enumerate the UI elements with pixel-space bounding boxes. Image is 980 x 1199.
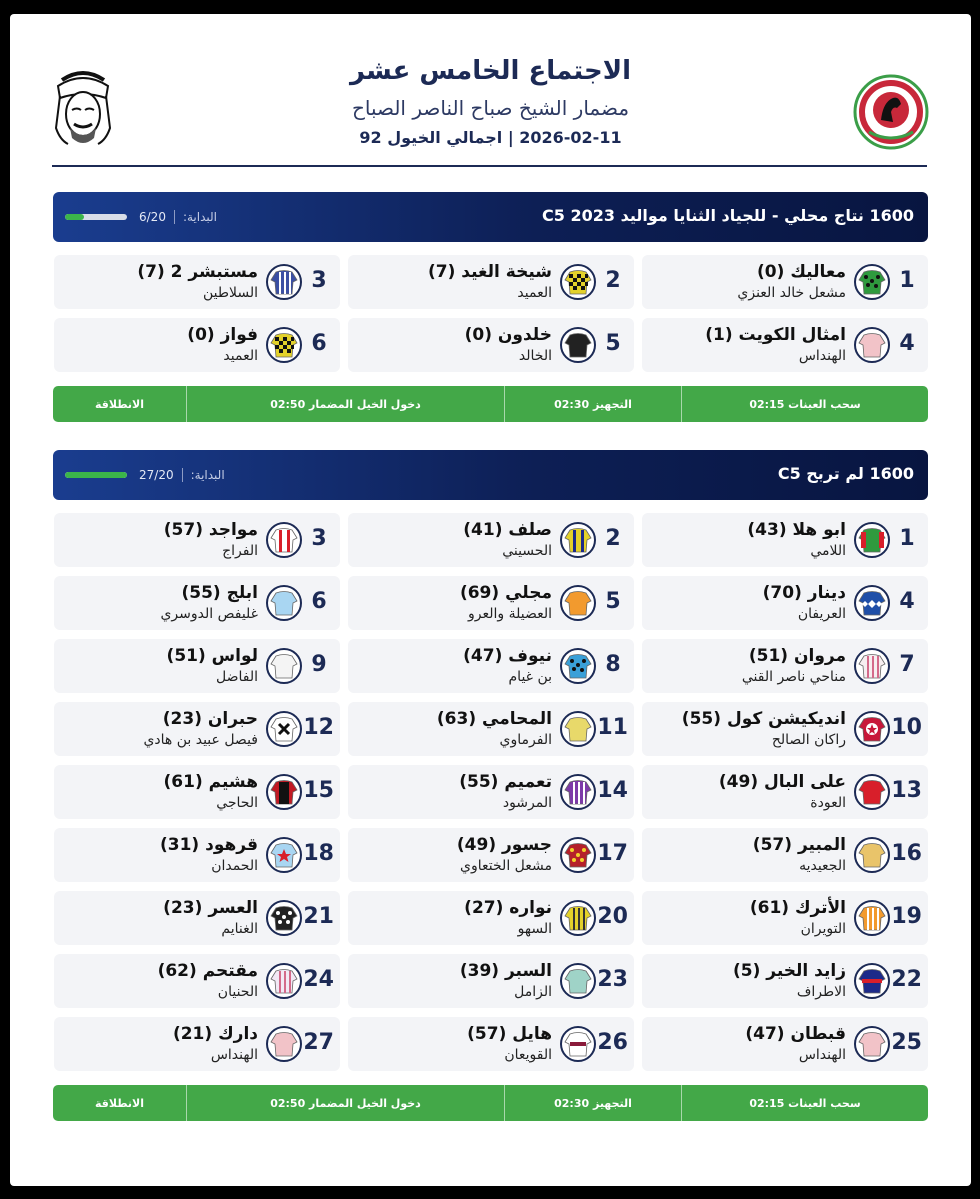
horse-name: خلدون (0) bbox=[464, 325, 552, 345]
schedule-draw: سحب العينات 02:15 bbox=[749, 1096, 861, 1110]
start-label: البداية: bbox=[190, 468, 225, 482]
jockey-silk-icon bbox=[854, 837, 890, 873]
jockey-silk-icon bbox=[560, 900, 596, 936]
runner-card[interactable] bbox=[54, 318, 340, 372]
horse-owner: الحنيان bbox=[217, 984, 258, 1000]
runner-card[interactable] bbox=[54, 639, 340, 693]
schedule-draw: سحب العينات 02:15 bbox=[749, 397, 861, 411]
runner-number: 19 bbox=[891, 904, 922, 929]
schedule-start: الانطلاقة bbox=[53, 1085, 187, 1121]
runner-card[interactable] bbox=[642, 639, 928, 693]
start-progress-bar bbox=[65, 214, 127, 220]
meeting-date-total: 2026-02-11 | اجمالي الخيول 92 bbox=[359, 128, 622, 147]
horse-owner: الاطراف bbox=[796, 984, 846, 1000]
race-1 bbox=[53, 192, 928, 422]
runner-number: 26 bbox=[597, 1030, 628, 1055]
horse-name: العسر (23) bbox=[163, 898, 258, 918]
schedule-start: الانطلاقة bbox=[53, 386, 187, 422]
horse-owner: مشعل الختعاوي bbox=[460, 858, 552, 874]
runner-card[interactable] bbox=[642, 576, 928, 630]
runner-card[interactable] bbox=[348, 702, 634, 756]
race-title: 1600 لم تربح C5 bbox=[777, 464, 914, 483]
horse-owner: السلاطين bbox=[202, 285, 258, 301]
runner-card[interactable] bbox=[348, 576, 634, 630]
runner-number: 17 bbox=[597, 841, 628, 866]
horse-owner: الزامل bbox=[514, 984, 552, 1000]
horse-owner: الحمدان bbox=[211, 858, 258, 874]
horse-owner: غليفص الدوسري bbox=[160, 606, 258, 622]
jockey-silk-icon bbox=[560, 585, 596, 621]
schedule-prep: التجهيز 02:30 bbox=[505, 1085, 682, 1121]
horse-owner: بن غيام bbox=[508, 669, 552, 685]
race-start-indicator bbox=[65, 207, 255, 227]
start-progress-bar bbox=[65, 472, 127, 478]
horse-name: نيوف (47) bbox=[463, 646, 552, 666]
horse-name: زايد الخير (5) bbox=[732, 961, 846, 981]
runner-card[interactable] bbox=[348, 891, 634, 945]
horse-name: مروان (51) bbox=[748, 646, 846, 666]
jockey-silk-icon bbox=[854, 264, 890, 300]
runner-card[interactable] bbox=[54, 828, 340, 882]
runner-card[interactable] bbox=[642, 1017, 928, 1071]
horse-owner: فيصل عبيد بن هادي bbox=[143, 732, 258, 748]
start-label: البداية: bbox=[182, 210, 218, 224]
horse-owner: الهنداس bbox=[210, 1047, 258, 1063]
runner-number: 3 bbox=[311, 268, 327, 293]
horse-owner: راكان الصالح bbox=[771, 732, 846, 748]
jockey-silk-icon bbox=[854, 711, 890, 747]
start-count: 6/20 bbox=[139, 210, 166, 224]
start-progress-fill bbox=[65, 472, 127, 478]
horse-name: المبير (57) bbox=[752, 835, 846, 855]
horse-owner: اللامي bbox=[810, 543, 846, 559]
jockey-silk-icon bbox=[560, 522, 596, 558]
runner-number: 23 bbox=[597, 967, 628, 992]
race-2 bbox=[53, 450, 928, 1121]
runner-number: 2 bbox=[605, 526, 621, 551]
horse-name: لواس (51) bbox=[166, 646, 258, 666]
jockey-silk-icon bbox=[854, 522, 890, 558]
horse-name: حبران (23) bbox=[162, 709, 258, 729]
horse-owner: العودة bbox=[810, 795, 846, 811]
runner-card[interactable] bbox=[54, 702, 340, 756]
horse-name: قبطان (47) bbox=[745, 1024, 846, 1044]
jockey-silk-icon bbox=[560, 774, 596, 810]
race-header[interactable] bbox=[53, 192, 928, 242]
runner-card[interactable] bbox=[54, 513, 340, 567]
runner-number: 14 bbox=[597, 778, 628, 803]
horse-name: السبر (39) bbox=[459, 961, 552, 981]
runners-grid bbox=[53, 255, 928, 372]
runner-number: 4 bbox=[899, 589, 915, 614]
jockey-silk-icon bbox=[560, 837, 596, 873]
horse-owner: مناحي ناصر القني bbox=[741, 669, 846, 685]
horse-name: المحامي (63) bbox=[436, 709, 552, 729]
runner-number: 15 bbox=[303, 778, 334, 803]
horse-name: تعميم (55) bbox=[459, 772, 552, 792]
race-start-indicator bbox=[65, 465, 255, 485]
horse-name: دينار (70) bbox=[762, 583, 846, 603]
club-logo-icon bbox=[853, 74, 929, 150]
race-schedule bbox=[53, 386, 928, 422]
runner-card[interactable] bbox=[642, 318, 928, 372]
runners-grid bbox=[53, 513, 928, 1071]
jockey-silk-icon bbox=[854, 774, 890, 810]
runner-number: 21 bbox=[303, 904, 334, 929]
runner-number: 12 bbox=[303, 715, 334, 740]
runner-number: 3 bbox=[311, 526, 327, 551]
horse-owner: العميد bbox=[517, 285, 552, 301]
horse-name: مجلي (69) bbox=[459, 583, 552, 603]
runner-card[interactable] bbox=[54, 954, 340, 1008]
jockey-silk-icon bbox=[560, 711, 596, 747]
jockey-silk-icon bbox=[560, 648, 596, 684]
runner-card[interactable] bbox=[348, 513, 634, 567]
runner-card[interactable] bbox=[54, 765, 340, 819]
horse-owner: مشعل خالد العنزي bbox=[737, 285, 846, 301]
runner-number: 13 bbox=[891, 778, 922, 803]
runner-number: 8 bbox=[605, 652, 621, 677]
meeting-header bbox=[10, 14, 971, 166]
jockey-silk-icon bbox=[266, 837, 302, 873]
horse-name: فواز (0) bbox=[187, 325, 258, 345]
runner-number: 27 bbox=[303, 1030, 334, 1055]
start-count: 27/20 bbox=[139, 468, 174, 482]
race-header[interactable] bbox=[53, 450, 928, 500]
horse-owner: العضيلة والعرو bbox=[467, 606, 552, 622]
runner-card[interactable] bbox=[54, 891, 340, 945]
horse-owner: الغنايم bbox=[221, 921, 258, 937]
horse-owner: الهنداس bbox=[798, 1047, 846, 1063]
jockey-silk-icon bbox=[266, 648, 302, 684]
jockey-silk-icon bbox=[854, 327, 890, 363]
horse-owner: الحاجي bbox=[216, 795, 258, 811]
start-progress-fill bbox=[65, 214, 84, 220]
horse-owner: الفرماوي bbox=[499, 732, 552, 748]
runner-card[interactable] bbox=[642, 828, 928, 882]
runner-number: 9 bbox=[311, 652, 327, 677]
race-card-page bbox=[10, 14, 971, 1186]
horse-name: شيخة الغيد (7) bbox=[427, 262, 552, 282]
jockey-silk-icon bbox=[266, 963, 302, 999]
runner-number: 1 bbox=[899, 526, 915, 551]
header-divider bbox=[52, 165, 927, 167]
runner-card[interactable] bbox=[348, 1017, 634, 1071]
runner-number: 1 bbox=[899, 268, 915, 293]
race-title: 1600 نتاج محلي - للجياد الثنايا مواليد 2023 C5 bbox=[542, 206, 914, 225]
runner-card[interactable] bbox=[348, 639, 634, 693]
jockey-silk-icon bbox=[266, 522, 302, 558]
horse-name: جسور (49) bbox=[456, 835, 552, 855]
horse-name: ابلج (55) bbox=[181, 583, 258, 603]
horse-owner: الفراج bbox=[222, 543, 258, 559]
jockey-silk-icon bbox=[560, 264, 596, 300]
horse-owner: القويعان bbox=[504, 1047, 552, 1063]
horse-owner: الهنداس bbox=[798, 348, 846, 364]
horse-name: مواجد (57) bbox=[163, 520, 258, 540]
runner-number: 20 bbox=[597, 904, 628, 929]
runner-card[interactable] bbox=[348, 318, 634, 372]
runner-card[interactable] bbox=[54, 576, 340, 630]
jockey-silk-icon bbox=[854, 585, 890, 621]
runner-card[interactable] bbox=[642, 255, 928, 309]
runner-number: 16 bbox=[891, 841, 922, 866]
runner-number: 5 bbox=[605, 331, 621, 356]
horse-owner: العريفان bbox=[797, 606, 846, 622]
runner-card[interactable] bbox=[642, 702, 928, 756]
horse-name: صلف (41) bbox=[463, 520, 552, 540]
schedule-entry: دخول الخيل المضمار 02:50 bbox=[187, 1085, 505, 1121]
horse-owner: الخالد bbox=[518, 348, 552, 364]
horse-owner: الفاضل bbox=[216, 669, 258, 685]
runner-number: 7 bbox=[899, 652, 915, 677]
start-separator bbox=[174, 210, 175, 224]
jockey-silk-icon bbox=[854, 1026, 890, 1062]
runner-card[interactable] bbox=[348, 765, 634, 819]
horse-owner: التويران bbox=[800, 921, 846, 937]
runner-number: 24 bbox=[303, 967, 334, 992]
runner-number: 10 bbox=[891, 715, 922, 740]
horse-name: قرهود (31) bbox=[159, 835, 258, 855]
runner-number: 6 bbox=[311, 331, 327, 356]
horse-name: هايل (57) bbox=[467, 1024, 552, 1044]
jockey-silk-icon bbox=[560, 1026, 596, 1062]
runner-number: 6 bbox=[311, 589, 327, 614]
jockey-silk-icon bbox=[266, 711, 302, 747]
runner-number: 11 bbox=[597, 715, 628, 740]
schedule-entry: دخول الخيل المضمار 02:50 bbox=[187, 386, 505, 422]
runner-card[interactable] bbox=[54, 1017, 340, 1071]
schedule-prep: التجهيز 02:30 bbox=[505, 386, 682, 422]
horse-name: على البال (49) bbox=[718, 772, 846, 792]
horse-owner: العميد bbox=[223, 348, 258, 364]
runner-card[interactable] bbox=[642, 954, 928, 1008]
meeting-title: الاجتماع الخامس عشر bbox=[349, 56, 632, 86]
runner-number: 25 bbox=[891, 1030, 922, 1055]
horse-name: امثال الكويت (1) bbox=[705, 325, 846, 345]
start-separator bbox=[182, 468, 183, 482]
runner-card[interactable] bbox=[642, 891, 928, 945]
jockey-silk-icon bbox=[560, 963, 596, 999]
runner-card[interactable] bbox=[348, 255, 634, 309]
jockey-silk-icon bbox=[266, 774, 302, 810]
runner-card[interactable] bbox=[54, 255, 340, 309]
runner-number: 5 bbox=[605, 589, 621, 614]
jockey-silk-icon bbox=[560, 327, 596, 363]
runner-card[interactable] bbox=[642, 765, 928, 819]
horse-name: نواره (27) bbox=[464, 898, 552, 918]
jockey-silk-icon bbox=[266, 585, 302, 621]
runner-card[interactable] bbox=[348, 954, 634, 1008]
runner-number: 2 bbox=[605, 268, 621, 293]
horse-name: مستبشر 2 (7) bbox=[137, 262, 258, 282]
race-schedule bbox=[53, 1085, 928, 1121]
horse-name: مقتحم (62) bbox=[157, 961, 258, 981]
runner-number: 18 bbox=[303, 841, 334, 866]
horse-owner: الحسيني bbox=[502, 543, 552, 559]
horse-owner: السهو bbox=[517, 921, 552, 937]
runner-number: 22 bbox=[891, 967, 922, 992]
horse-owner: الجعيديه bbox=[799, 858, 846, 874]
horse-name: هشيم (61) bbox=[163, 772, 258, 792]
horse-name: دارك (21) bbox=[172, 1024, 258, 1044]
horse-owner: المرشود bbox=[502, 795, 552, 811]
jockey-silk-icon bbox=[266, 1026, 302, 1062]
runner-card[interactable] bbox=[642, 513, 928, 567]
jockey-silk-icon bbox=[854, 648, 890, 684]
horse-name: ابو هلا (43) bbox=[747, 520, 846, 540]
jockey-silk-icon bbox=[854, 963, 890, 999]
horse-name: انديكيشن كول (55) bbox=[681, 709, 846, 729]
track-name: مضمار الشيخ صباح الناصر الصباح bbox=[351, 96, 630, 120]
horse-name: معاليك (0) bbox=[757, 262, 846, 282]
runner-card[interactable] bbox=[348, 828, 634, 882]
jockey-silk-icon bbox=[854, 900, 890, 936]
horse-name: الأترك (61) bbox=[749, 898, 846, 918]
jockey-silk-icon bbox=[266, 900, 302, 936]
runner-number: 4 bbox=[899, 331, 915, 356]
jockey-silk-icon bbox=[266, 264, 302, 300]
jockey-silk-icon bbox=[266, 327, 302, 363]
